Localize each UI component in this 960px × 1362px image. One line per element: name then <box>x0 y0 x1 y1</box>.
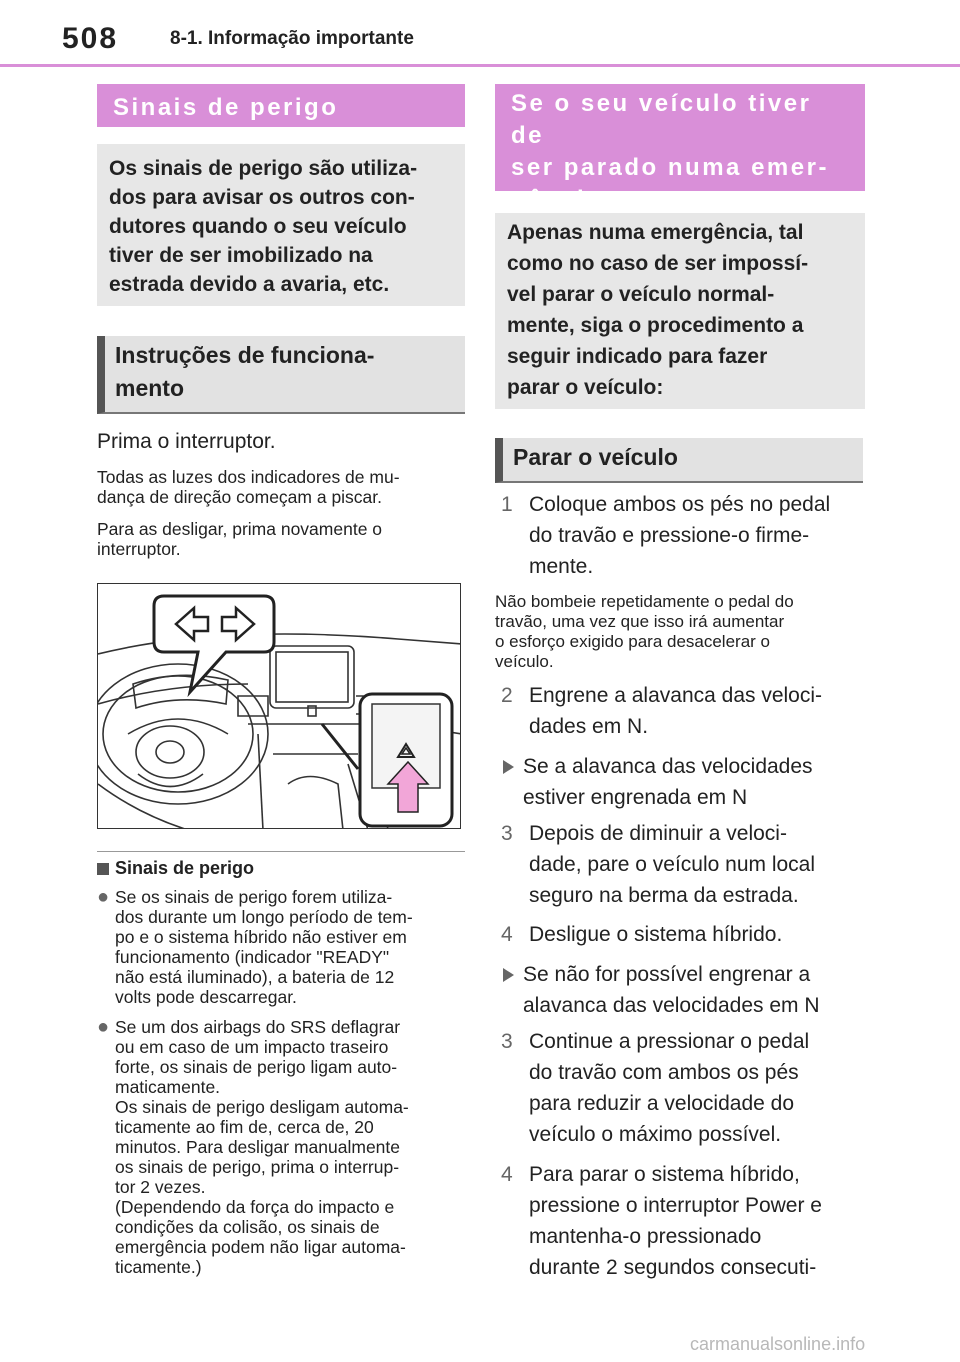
bullet-line: ticamente.) <box>115 1257 202 1277</box>
step-line: Engrene a alavanca das veloci- <box>529 684 823 707</box>
step-3a <box>495 818 865 911</box>
bullet-line: dos durante um longo período de tem- <box>115 907 413 927</box>
triangle-bullet-icon <box>495 751 523 813</box>
step-number: 2 <box>501 684 513 707</box>
right-column <box>495 84 865 1283</box>
subheading-line: Instruções de funciona- <box>115 342 375 368</box>
intro-line: seguir indicado para fazer <box>507 345 768 368</box>
page-number: 508 <box>62 22 119 55</box>
step-number: 3 <box>501 822 513 845</box>
step-line: para reduzir a velocidade do <box>529 1092 795 1115</box>
condition-line: alavanca das velocidades em N <box>523 994 820 1017</box>
condition-text <box>523 959 820 1021</box>
bullet-text <box>115 887 413 1007</box>
step-line: do travão com ambos os pés <box>529 1061 799 1084</box>
step-text <box>529 489 830 582</box>
condition-line: estiver engrenada em N <box>523 786 748 809</box>
intro-line: tiver de ser imobilizado na <box>109 244 373 267</box>
step-number: 4 <box>501 1163 513 1186</box>
bullet-line: ou em caso de um impacto traseiro <box>115 1037 389 1057</box>
bullet-line: emergência podem não ligar automa- <box>115 1237 406 1257</box>
note-switch-off <box>97 519 465 559</box>
bullet-heading <box>97 858 465 879</box>
hazard-switch-illustration <box>97 583 461 829</box>
section-title: 8-1. Informação importante <box>170 28 414 49</box>
intro-line: Os sinais de perigo são utiliza- <box>109 157 418 180</box>
note-indicators <box>97 467 465 507</box>
section-divider <box>97 851 465 852</box>
step-line: mente. <box>529 555 594 578</box>
emergency-intro <box>495 213 865 409</box>
circle-bullet-icon: ● <box>97 1016 110 1038</box>
header-divider <box>0 64 960 67</box>
step-line: Continue a pressionar o pedal <box>529 1030 810 1053</box>
bullet-line: volts pode descarregar. <box>115 987 297 1007</box>
note-line: Para as desligar, prima novamente o <box>97 519 383 539</box>
intro-line: parar o veículo: <box>507 376 664 399</box>
step-number: 1 <box>501 493 513 516</box>
step-1 <box>495 489 865 582</box>
step-line: mantenha-o pressionado <box>529 1225 762 1248</box>
note-line: interruptor. <box>97 539 181 559</box>
brake-note <box>495 592 865 672</box>
condition-line: Se não for possível engrenar a <box>523 963 811 986</box>
square-bullet-icon <box>97 863 109 875</box>
bullet-line: maticamente. <box>115 1077 221 1097</box>
step-line: pressione o interruptor Power e <box>529 1194 822 1217</box>
banner-line: Se o seu veículo tiver de <box>511 90 812 149</box>
banner-line: gência <box>511 186 603 213</box>
step-4a <box>495 919 865 950</box>
bullet-line: ticamente ao fim de, cerca de, 20 <box>115 1117 374 1137</box>
bullet-battery <box>97 887 465 1007</box>
note-line: dança de direção começam a piscar. <box>97 487 383 507</box>
step-text <box>529 1159 822 1283</box>
step-number: 3 <box>501 1030 513 1053</box>
condition-in-neutral <box>495 751 865 813</box>
bullet-line: Os sinais de perigo desligam automa- <box>115 1097 409 1117</box>
dashboard-illustration <box>98 584 461 829</box>
bullet-airbag <box>97 1017 465 1277</box>
hazard-intro <box>97 144 465 306</box>
step-text <box>529 818 815 911</box>
step-4b <box>495 1159 865 1283</box>
intro-line: como no caso de ser impossí- <box>507 252 809 275</box>
bullet-line: condições da colisão, os sinais de <box>115 1217 380 1237</box>
bullet-line: forte, os sinais de perigo ligam auto- <box>115 1057 398 1077</box>
step-line: do travão e pressione-o firme- <box>529 524 810 547</box>
bullet-line: Se um dos airbags do SRS deflagrar <box>115 1017 401 1037</box>
step-text <box>529 1026 809 1150</box>
note-line: Não bombeie repetidamente o pedal do <box>495 592 794 611</box>
step-line: dades em N. <box>529 715 649 738</box>
bullet-line: po e o sistema híbrido não estiver em <box>115 927 407 947</box>
intro-line: dos para avisar os outros con- <box>109 186 415 209</box>
hazard-banner <box>97 84 465 127</box>
condition-text <box>523 751 813 813</box>
subheading-text: Parar o veículo <box>513 444 678 470</box>
intro-line: mente, siga o procedimento a <box>507 314 804 337</box>
step-line: veículo o máximo possível. <box>529 1123 782 1146</box>
condition-line: Se a alavanca das velocidades <box>523 755 813 778</box>
left-column <box>97 84 465 1277</box>
note-line: o esforço exigido para desacelerar o <box>495 632 770 651</box>
intro-line: dutores quando o seu veículo <box>109 215 407 238</box>
watermark: carmanualsonline.info <box>690 1334 866 1354</box>
intro-line: Apenas numa emergência, tal <box>507 221 804 244</box>
step-line: Desligue o sistema híbrido. <box>529 923 783 946</box>
bullet-line: os sinais de perigo, prima o interrup- <box>115 1157 400 1177</box>
page-header <box>0 0 960 70</box>
triangle-bullet-icon <box>495 959 523 1021</box>
note-line: veículo. <box>495 652 554 671</box>
step-2 <box>495 680 865 742</box>
step-line: Para parar o sistema híbrido, <box>529 1163 800 1186</box>
hazard-banner-title: Sinais de perigo <box>113 94 339 121</box>
banner-line: ser parado numa emer- <box>511 154 829 181</box>
bullet-line: funcionamento (indicador "READY" <box>115 947 390 967</box>
stop-vehicle-heading <box>495 438 863 483</box>
operating-instructions-heading <box>97 336 465 414</box>
circle-bullet-icon: ● <box>97 886 110 908</box>
bullet-line: Se os sinais de perigo forem utiliza- <box>115 887 393 907</box>
note-line: Todas as luzes dos indicadores de mu- <box>97 467 400 487</box>
emergency-stop-banner <box>495 84 865 213</box>
bullet-line: tor 2 vezes. <box>115 1177 206 1197</box>
step-line: Depois de diminuir a veloci- <box>529 822 787 845</box>
step-3b <box>495 1026 865 1150</box>
bullet-line: (Dependendo da força do impacto e <box>115 1197 395 1217</box>
subheading-line: mento <box>115 375 184 401</box>
bullet-text <box>115 1017 409 1277</box>
bullet-line: minutos. Para desligar manualmente <box>115 1137 401 1157</box>
press-switch-text: Prima o interruptor. <box>97 430 276 453</box>
step-line: seguro na berma da estrada. <box>529 884 799 907</box>
step-line: Coloque ambos os pés no pedal <box>529 493 831 516</box>
step-number: 4 <box>501 923 513 946</box>
step-text <box>529 680 822 742</box>
bullet-heading-text: Sinais de perigo <box>115 858 255 878</box>
step-line: durante 2 segundos consecuti- <box>529 1256 817 1279</box>
intro-line: vel parar o veículo normal- <box>507 283 775 306</box>
bullet-line: não está iluminado), a bateria de 12 <box>115 967 395 987</box>
step-text <box>529 919 782 950</box>
intro-line: estrada devido a avaria, etc. <box>109 273 390 296</box>
note-line: travão, uma vez que isso irá aumentar <box>495 612 785 631</box>
step-line: dade, pare o veículo num local <box>529 853 816 876</box>
condition-not-neutral <box>495 959 865 1021</box>
